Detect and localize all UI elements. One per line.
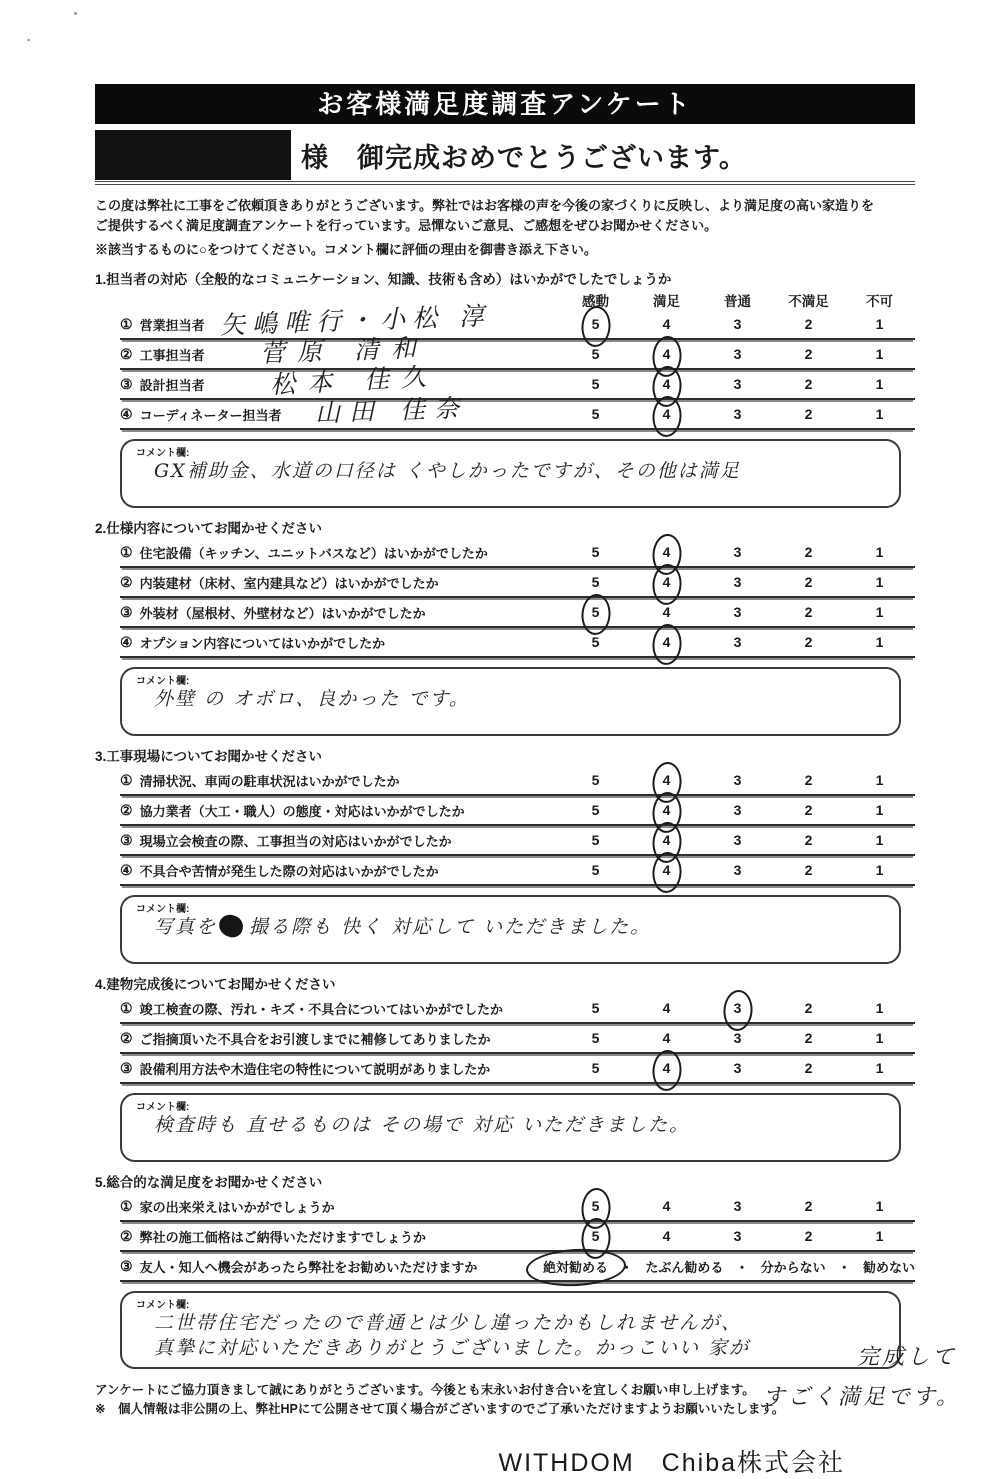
- question-number: ②: [120, 801, 133, 818]
- rating-value: 5: [591, 1000, 600, 1016]
- section-title: 4.建物完成後についてお聞かせください: [95, 977, 336, 992]
- rating-header-label: 満足: [653, 294, 680, 309]
- question-label: 営業担当者: [139, 317, 205, 333]
- rating-value: 5: [591, 544, 600, 560]
- comment-label: コメント欄:: [136, 1102, 190, 1113]
- question-number: ①: [120, 1197, 133, 1214]
- rating-row: [120, 598, 915, 628]
- rating-value: 5: [591, 376, 600, 392]
- rating-scale: [560, 1000, 915, 1016]
- rating-value: 1: [875, 604, 884, 620]
- survey-section: [95, 976, 915, 1162]
- question-number: ①: [120, 999, 133, 1016]
- rating-header-label: 不可: [866, 294, 893, 309]
- question-number: ①: [120, 315, 133, 332]
- rating-row: [120, 1222, 915, 1252]
- intro-line-1: この度は弊社に工事をご依頼頂きありがとうございます。弊社ではお客様の声を今後の家づくりに反映し、より満足度の高い家造りを: [95, 198, 874, 213]
- rating-value: 3: [733, 604, 742, 620]
- handwritten-comment: 二世帯住宅だったので普通とは少し違ったかもしれませんが、: [154, 1312, 743, 1334]
- rating-scale: [560, 346, 915, 362]
- rating-value: 3: [733, 634, 742, 650]
- rating-value: 2: [804, 544, 813, 560]
- rating-value: 5: [591, 574, 600, 590]
- rating-row: [120, 538, 915, 568]
- rating-value: 1: [875, 862, 884, 878]
- document-title-banner: お客様満足度調査アンケート: [95, 84, 915, 124]
- question-number: ③: [120, 1257, 133, 1274]
- greeting-text: 様 御完成おめでとうございます。: [301, 142, 747, 173]
- section-title: 5.総合的な満足度をお聞かせください: [95, 1175, 323, 1190]
- handwritten-name: 菅原 清和: [259, 333, 429, 368]
- rating-scale: [560, 316, 915, 332]
- selected-rating: 4: [631, 376, 702, 392]
- section-title: 1.担当者の対応（全般的なコミュニケーション、知識、技術も含め）はいかがでしたでしょうか: [95, 272, 672, 287]
- option-label: 勧めない: [862, 1259, 915, 1275]
- rating-scale: [560, 832, 915, 848]
- footer-line-1: アンケートにご協力頂きまして誠にありがとうございます。今後とも末永いお付き合いを宜しくお願い申し上げます。: [95, 1383, 755, 1397]
- rating-row: [120, 628, 915, 658]
- rating-value: 1: [875, 346, 884, 362]
- rating-scale: [560, 406, 915, 422]
- question-number: ①: [120, 771, 133, 788]
- question-number: ③: [120, 831, 133, 848]
- question-number: ③: [120, 1059, 133, 1076]
- rating-value: 1: [875, 1198, 884, 1214]
- rating-scale: [560, 1228, 915, 1244]
- comment-text: 撮る際も 快く 対応して いただきました。: [249, 916, 652, 938]
- rating-value: 2: [804, 604, 813, 620]
- rating-scale: [560, 1060, 915, 1076]
- selected-rating: 4: [631, 1060, 702, 1076]
- rating-value: 1: [875, 1228, 884, 1244]
- rating-value: 2: [804, 1030, 813, 1046]
- selected-rating: 5: [560, 1198, 631, 1214]
- rating-value: 2: [804, 634, 813, 650]
- question-label: 設計担当者: [139, 377, 205, 393]
- rating-value: 3: [733, 1060, 742, 1076]
- rating-row: [120, 856, 915, 886]
- rating-scale: [560, 1030, 915, 1046]
- question-label: 設備利用方法や木造住宅の特性について説明がありましたか: [139, 1061, 491, 1077]
- question-label: 不具合や苦情が発生した際の対応はいかがでしたか: [139, 863, 439, 879]
- selected-rating: 3: [702, 1000, 773, 1016]
- comment-box: [120, 667, 901, 736]
- rating-value: 2: [804, 1198, 813, 1214]
- selected-option: 絶対勧める: [543, 1257, 608, 1276]
- question-label: 竣工検査の際、汚れ・キズ・不具合についてはいかがでしたか: [139, 1001, 504, 1017]
- rating-value: 3: [733, 802, 742, 818]
- rating-value: 4: [662, 1030, 671, 1046]
- selected-rating: 4: [631, 406, 702, 422]
- rating-row: [120, 766, 915, 796]
- option-label: 分からない: [760, 1259, 826, 1275]
- rating-scale: [560, 772, 915, 788]
- rating-row: [120, 333, 915, 370]
- rating-value: 3: [733, 316, 742, 332]
- comment-box: [120, 439, 901, 508]
- section-title: 3.工事現場についてお聞かせください: [95, 749, 322, 764]
- rating-row: [120, 568, 915, 598]
- question-label: ご指摘頂いた不具合をお引渡しまでに補修してありましたか: [139, 1031, 491, 1047]
- question-number: ③: [120, 603, 133, 620]
- handwritten-name: 矢嶋唯行・小松 淳: [219, 301, 492, 340]
- question-number: ②: [120, 345, 133, 362]
- rating-value: 2: [804, 346, 813, 362]
- rating-value: 2: [804, 1060, 813, 1076]
- selected-rating: 4: [631, 574, 702, 590]
- handwritten-comment: [136, 915, 885, 941]
- intro-paragraph: [95, 196, 915, 236]
- question-label: 住宅設備（キッチン、ユニットバスなど）はいかがでしたか: [139, 545, 488, 561]
- rating-value: 1: [875, 772, 884, 788]
- comment-box: [120, 895, 901, 964]
- rating-value: 2: [804, 574, 813, 590]
- rating-value: 5: [591, 406, 600, 422]
- rating-header-cells: [560, 290, 915, 310]
- question-label: 内装建材（床材、室内建具など）はいかがでしたか: [139, 575, 439, 591]
- question-label: 工事担当者: [139, 347, 205, 363]
- rating-header-label: 感動: [582, 294, 609, 309]
- scribbled-out-word: [217, 913, 245, 940]
- selected-rating: 4: [631, 634, 702, 650]
- selected-rating: 5: [560, 316, 631, 332]
- rating-value: 3: [733, 406, 742, 422]
- rating-value: 3: [733, 1198, 742, 1214]
- rating-value: 1: [875, 406, 884, 422]
- rating-value: 1: [875, 1060, 884, 1076]
- rating-value: 1: [875, 376, 884, 392]
- comment-box: [120, 1093, 901, 1162]
- rating-value: 1: [875, 574, 884, 590]
- selected-rating: 4: [631, 346, 702, 362]
- rating-value: 5: [591, 802, 600, 818]
- rating-scale: [560, 802, 915, 818]
- question-number: ②: [120, 1227, 133, 1244]
- instruction-note: ※該当するものに○をつけてください。コメント欄に評価の理由を御書き添え下さい。: [95, 242, 597, 257]
- rating-value: 5: [591, 832, 600, 848]
- comment-label: コメント欄:: [136, 1300, 190, 1311]
- handwritten-comment: 外壁 の オボロ、良かった です。: [154, 688, 470, 710]
- rating-value: 4: [662, 1228, 671, 1244]
- option-separator: ・: [620, 1259, 634, 1275]
- question-label: 弊社の施工価格はご納得いただけますでしょうか: [139, 1229, 426, 1245]
- comment-label: コメント欄:: [136, 676, 190, 687]
- rating-value: 3: [733, 772, 742, 788]
- selected-rating: 4: [631, 862, 702, 878]
- footer-line-2: ※ 個人情報は非公開の上、弊社HPにて公開させて頂く場合がございますのでご了承いただけますようお願いいたします。: [95, 1402, 785, 1416]
- rating-value: 2: [804, 316, 813, 332]
- intro-line-2: ご提供するべく満足度調査アンケートを行っています。忌憚ないご意見、ご感想をぜひお聞かせください。: [95, 218, 718, 233]
- rating-value: 2: [804, 1228, 813, 1244]
- handwritten-overflow: すごく満足です。: [762, 1385, 961, 1410]
- question-label: 外装材（屋根材、外壁材など）はいかがでしたか: [139, 605, 426, 621]
- question-number: ①: [120, 543, 133, 560]
- selected-rating: 4: [631, 772, 702, 788]
- rating-value: 4: [662, 316, 671, 332]
- rating-row: [120, 1252, 915, 1282]
- question-number: ④: [120, 633, 133, 650]
- rating-value: 3: [733, 862, 742, 878]
- question-number: ②: [120, 573, 133, 590]
- selected-rating: 4: [631, 832, 702, 848]
- question-label: 家の出来栄えはいかがでしょうか: [139, 1199, 335, 1215]
- question-label: オプション内容についてはいかがでしたか: [139, 635, 386, 651]
- handwritten-name: 松本 佳久: [269, 361, 439, 400]
- question-number: ④: [120, 861, 133, 878]
- rating-value: 1: [875, 634, 884, 650]
- rating-row: [120, 994, 915, 1024]
- rating-value: 1: [875, 802, 884, 818]
- rating-row: [120, 826, 915, 856]
- question-number: ④: [120, 405, 133, 422]
- rating-value: 4: [662, 604, 671, 620]
- rating-value: 1: [875, 544, 884, 560]
- handwritten-comment: 真摯に対応いただきありがとうございました。かっこいい 家が: [154, 1337, 751, 1359]
- rating-row: [120, 796, 915, 826]
- rating-scale: [560, 862, 915, 878]
- option-label: たぶん勧める: [645, 1259, 724, 1275]
- rating-header-label: 普通: [724, 294, 751, 309]
- rating-scale: [560, 634, 915, 650]
- rating-row: [120, 361, 915, 400]
- rating-value: 3: [733, 346, 742, 362]
- rating-scale: [560, 1198, 915, 1214]
- question-label: 現場立会検査の際、工事担当の対応はいかがでしたか: [139, 833, 452, 849]
- selected-rating: 4: [631, 802, 702, 818]
- survey-section: [95, 748, 915, 964]
- question-number: ③: [120, 375, 133, 392]
- rating-value: 2: [804, 1000, 813, 1016]
- rating-value: 3: [733, 832, 742, 848]
- rating-header-label: 不満足: [788, 294, 829, 309]
- rating-value: 2: [804, 772, 813, 788]
- option-separator: ・: [735, 1259, 749, 1275]
- section-title: 2.仕様内容についてお聞かせください: [95, 521, 322, 536]
- rating-value: 5: [591, 1060, 600, 1076]
- selected-rating: 5: [560, 1228, 631, 1244]
- rating-value: 1: [875, 1030, 884, 1046]
- company-name: WITHDOM Chiba株式会社: [498, 1449, 845, 1477]
- rating-value: 4: [662, 1198, 671, 1214]
- comment-label: コメント欄:: [136, 904, 190, 915]
- question-number: ②: [120, 1029, 133, 1046]
- rating-value: 3: [733, 544, 742, 560]
- rating-scale: [560, 544, 915, 560]
- survey-section: [95, 271, 915, 508]
- rating-value: 2: [804, 376, 813, 392]
- rating-scale: [560, 604, 915, 620]
- rating-value: 5: [591, 1030, 600, 1046]
- handwritten-comment: 検査時も 直せるものは その場で 対応 いただきました。: [154, 1114, 691, 1136]
- comment-label: コメント欄:: [136, 448, 190, 459]
- rating-scale: [560, 376, 915, 392]
- handwritten-comment: GX補助金、水道の口径は くやしかったですが、その他は満足: [154, 460, 741, 482]
- rating-value: 5: [591, 634, 600, 650]
- rating-value: 2: [804, 862, 813, 878]
- rating-value: 2: [804, 802, 813, 818]
- rating-value: 5: [591, 862, 600, 878]
- comment-text: 写真を: [154, 916, 218, 938]
- rating-row: [120, 1192, 915, 1222]
- survey-section: [95, 520, 915, 736]
- rating-row: [120, 393, 915, 430]
- question-label: 清掃状況、車両の駐車状況はいかがでしたか: [139, 773, 400, 789]
- question-label: 友人・知人へ機会があったら弊社をお勧めいただけますか: [139, 1259, 478, 1275]
- rating-value: 1: [875, 832, 884, 848]
- rating-value: 3: [733, 1030, 742, 1046]
- rating-value: 1: [875, 316, 884, 332]
- rating-value: 4: [662, 1000, 671, 1016]
- selected-rating: 4: [631, 544, 702, 560]
- rating-value: 3: [733, 574, 742, 590]
- selected-rating: 5: [560, 604, 631, 620]
- redacted-customer-name: [95, 130, 291, 180]
- rating-row: [120, 1054, 915, 1084]
- rating-value: 1: [875, 1000, 884, 1016]
- recommend-options: [543, 1257, 915, 1276]
- rating-value: 3: [733, 1228, 742, 1244]
- greeting-row: [95, 127, 915, 185]
- rating-scale: [560, 574, 915, 590]
- rating-value: 5: [591, 346, 600, 362]
- rating-value: 2: [804, 832, 813, 848]
- option-separator: ・: [837, 1259, 851, 1275]
- handwritten-overflow: 完成して: [856, 1345, 957, 1370]
- rating-value: 2: [804, 406, 813, 422]
- question-label: 協力業者（大工・職人）の態度・対応はいかがでしたか: [139, 803, 465, 819]
- rating-value: 3: [733, 376, 742, 392]
- question-label: コーディネーター担当者: [139, 407, 282, 423]
- rating-value: 5: [591, 772, 600, 788]
- rating-row: [120, 1024, 915, 1054]
- handwritten-name: 山田 佳奈: [314, 393, 469, 428]
